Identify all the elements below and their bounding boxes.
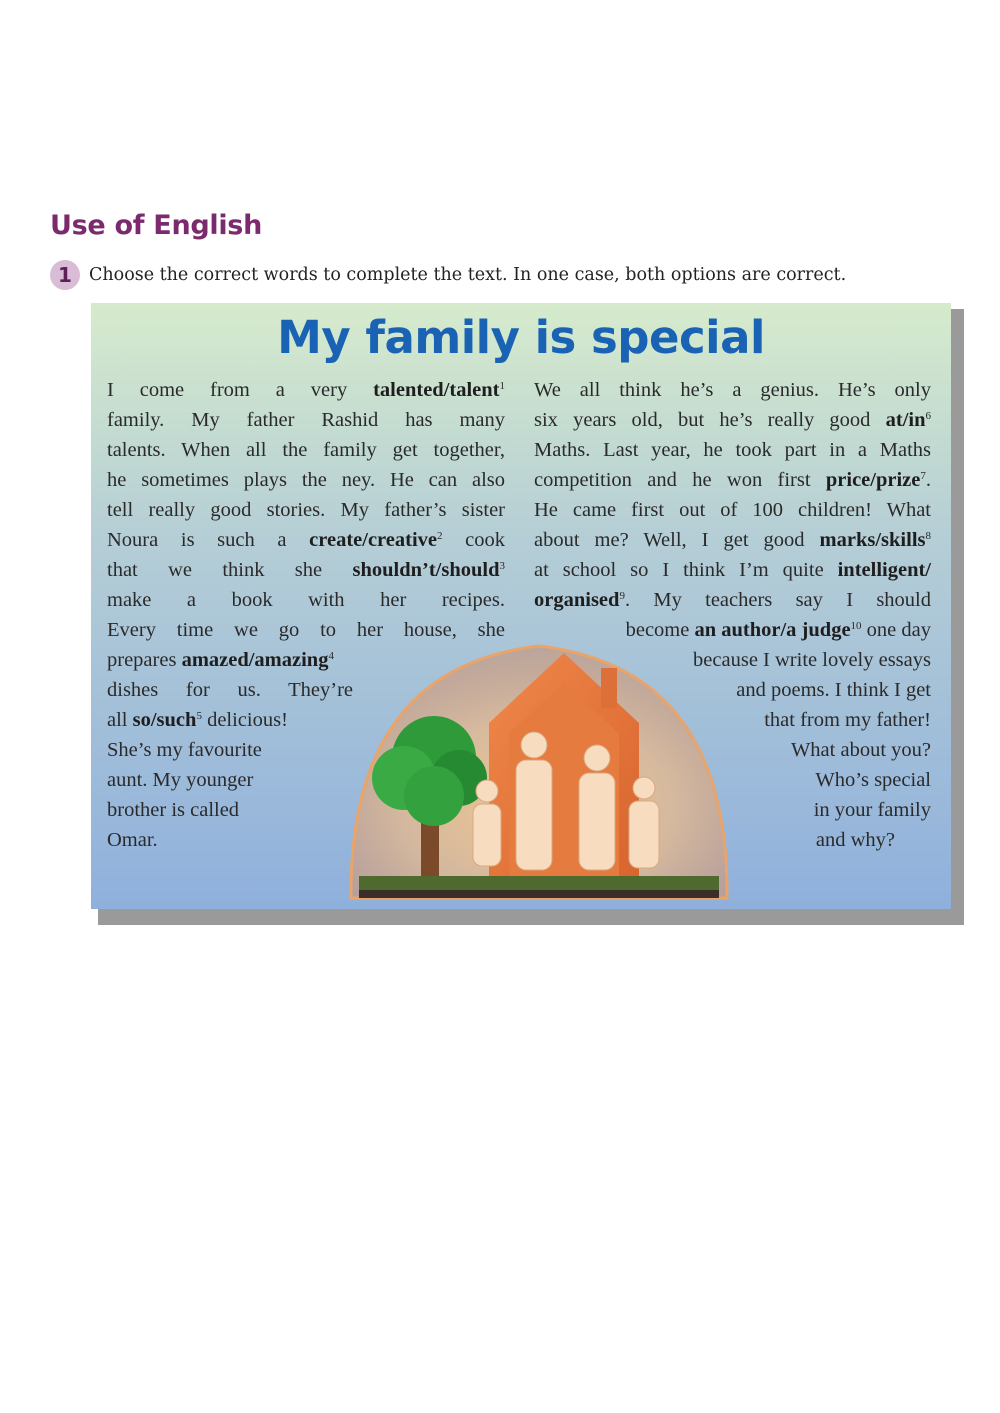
- text-run: at school so I think I’m quite: [534, 559, 838, 581]
- text-line: [107, 555, 505, 585]
- answer-choice: an author/a judge: [694, 619, 851, 641]
- section-title: Use of English: [50, 210, 262, 241]
- text-run: and poems. I think I get: [736, 679, 931, 701]
- answer-choice: so/such: [132, 709, 197, 731]
- answer-choice: talented/talent: [373, 379, 500, 401]
- text-line: [534, 405, 931, 435]
- text-line: [107, 405, 505, 435]
- answer-choice: organised: [534, 589, 620, 611]
- text-run: dishes for us. They’re: [107, 679, 353, 701]
- text-run: family. My father Rashid has many: [107, 409, 505, 431]
- grass-icon: [359, 876, 719, 890]
- text-run: Maths. Last year, he took part in a Maths: [534, 439, 931, 461]
- text-line: [107, 465, 505, 495]
- task-number-badge: 1: [50, 260, 80, 290]
- text-run: talents. When all the family get together,: [107, 439, 505, 461]
- gap-number: 10: [850, 620, 862, 632]
- gap-number: 8: [925, 530, 931, 542]
- text-run: competition and he won first: [534, 469, 826, 491]
- answer-choice: intelligent/: [837, 559, 931, 581]
- text-line: [107, 585, 505, 615]
- text-run: that from my father!: [764, 709, 931, 731]
- text-line: [534, 435, 931, 465]
- text-run: She’s my favourite: [107, 739, 262, 761]
- answer-choice: create/creative: [309, 529, 437, 551]
- task-instruction: [50, 258, 846, 292]
- text-run: delicious!: [201, 709, 288, 731]
- text-run: one day: [861, 619, 931, 641]
- text-run: become: [625, 619, 695, 641]
- text-line: [534, 525, 931, 555]
- family-house-dome-illustration: [339, 628, 739, 909]
- gap-number: 3: [499, 560, 505, 572]
- text-run: prepares: [107, 649, 182, 671]
- text-run: Every time we go to her house, she: [107, 619, 505, 641]
- article-card: [91, 303, 951, 909]
- text-line: [534, 465, 931, 495]
- answer-choice: marks/skills: [819, 529, 926, 551]
- text-run: What about you?: [790, 739, 931, 761]
- text-run: he sometimes plays the ney. He can also: [107, 469, 505, 491]
- text-run: all: [107, 709, 133, 731]
- text-run: I come from a very: [107, 379, 374, 401]
- gap-number: 2: [437, 530, 443, 542]
- dome-base-icon: [359, 890, 719, 898]
- text-line: [107, 375, 505, 405]
- answer-choice: at/in: [885, 409, 926, 431]
- text-run: tell really good stories. My father’s sister: [107, 499, 505, 521]
- text-line: [107, 495, 505, 525]
- text-run: and why?: [815, 829, 895, 851]
- text-run: .: [925, 469, 931, 491]
- text-line: [534, 585, 931, 615]
- text-line: [534, 495, 931, 525]
- answer-choice: price/prize: [825, 469, 921, 491]
- task-instruction-text: Choose the correct words to complete the text. In one case, both options are correct.: [89, 265, 847, 285]
- text-run: aunt. My younger: [107, 769, 254, 791]
- text-run: in your family: [813, 799, 931, 821]
- text-run: . My teachers say I should: [624, 589, 931, 611]
- gap-number: 9: [619, 590, 625, 602]
- answer-choice: amazed/amazing: [181, 649, 329, 671]
- text-run: that we think she: [107, 559, 353, 581]
- text-run: We all think he’s a genius. He’s only: [534, 379, 931, 401]
- article-title: My family is special: [277, 311, 765, 364]
- text-run: Who’s special: [815, 769, 931, 791]
- gap-number: 4: [328, 650, 334, 662]
- gap-number: 7: [920, 470, 926, 482]
- text-run: about me? Well, I get good: [534, 529, 820, 551]
- gap-number: 6: [925, 410, 931, 422]
- gap-number: 1: [499, 380, 505, 392]
- text-run: six years old, but he’s really good: [534, 409, 886, 431]
- text-line: [107, 525, 505, 555]
- text-run: He came first out of 100 children! What: [534, 499, 931, 521]
- text-run: Noura is such a: [107, 529, 310, 551]
- answer-choice: shouldn’t/should: [352, 559, 500, 581]
- text-line: [534, 375, 931, 405]
- text-run: Omar.: [107, 829, 158, 851]
- text-run: make a book with her recipes.: [107, 589, 505, 611]
- text-run: cook: [442, 529, 505, 551]
- text-line: [107, 435, 505, 465]
- text-line: [534, 555, 931, 585]
- text-run: brother is called: [107, 799, 240, 821]
- gap-number: 5: [196, 710, 202, 722]
- text-run: because I write lovely essays: [693, 649, 931, 671]
